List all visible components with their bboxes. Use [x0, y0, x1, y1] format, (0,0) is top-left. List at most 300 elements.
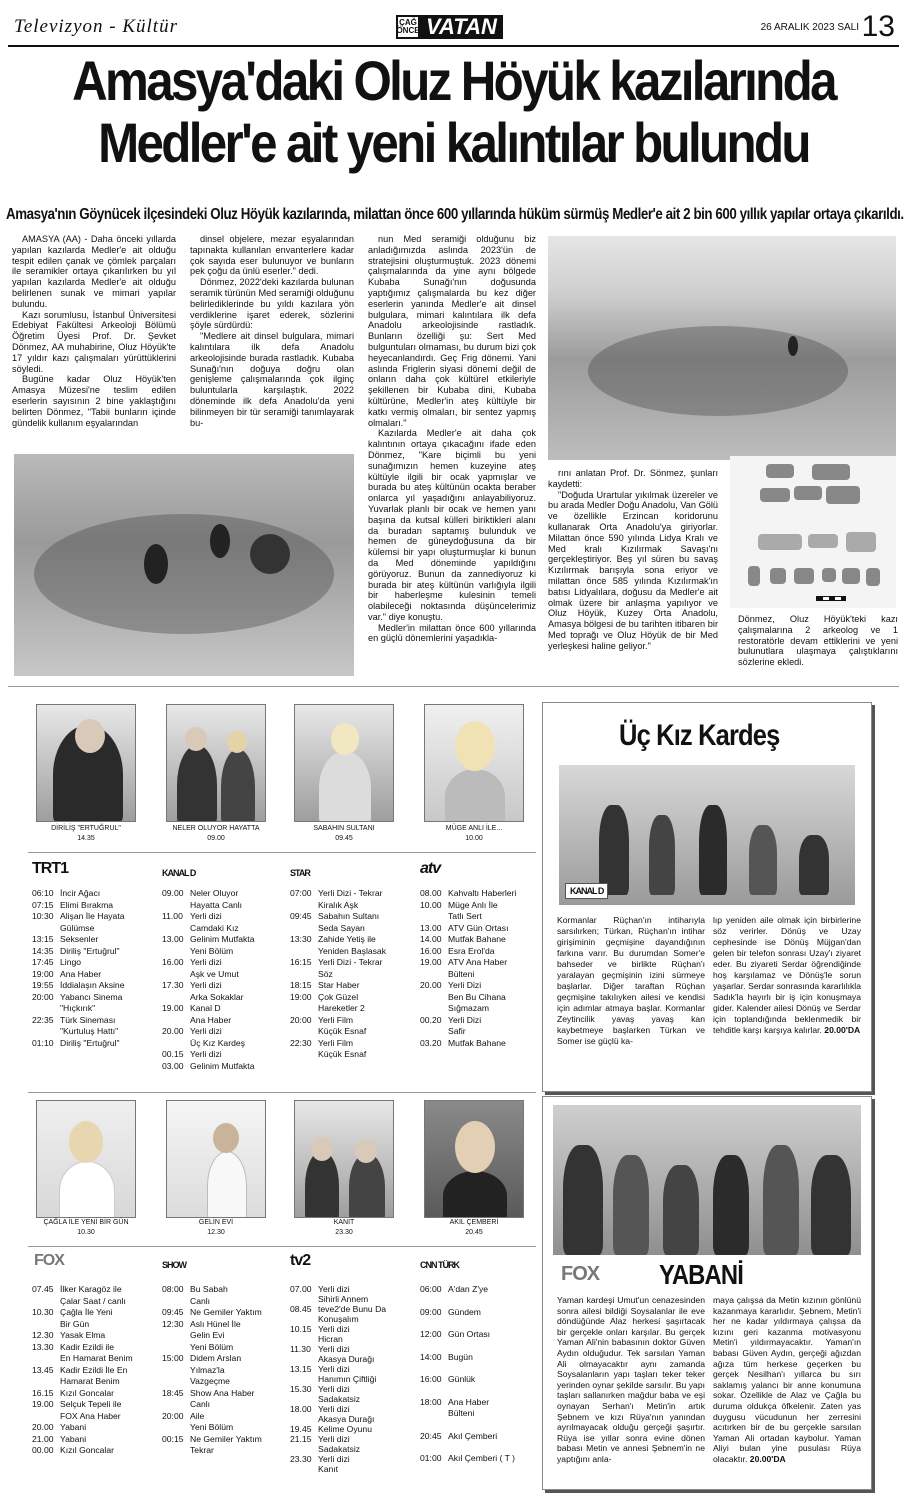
- schedule-row: [420, 1408, 536, 1420]
- schedule-row: [32, 992, 156, 1004]
- schedule-row: [162, 1061, 286, 1073]
- schedule-time: [162, 992, 190, 1004]
- schedule-row: [420, 1374, 536, 1386]
- schedule-time: [32, 1319, 60, 1331]
- schedule-program: [448, 1420, 536, 1431]
- feature-scene-photo: [553, 1105, 861, 1255]
- schedule-time: [420, 1296, 448, 1307]
- schedule-program: Sığmazam: [448, 1003, 490, 1013]
- schedule-program: Gelinim Mutfakta: [190, 934, 255, 944]
- schedule-program: Yerli dizi: [318, 1404, 350, 1414]
- schedule-row: [162, 1342, 286, 1354]
- show-thumbnail-muge-anli[interactable]: [424, 704, 524, 822]
- schedule-row: [162, 957, 286, 969]
- schedule-time: [32, 1026, 60, 1038]
- schedule-time: 19.00: [32, 1399, 54, 1409]
- schedule-row: [32, 888, 156, 900]
- schedule-time: [162, 1376, 190, 1388]
- schedule-program: Gelin Evi: [190, 1330, 225, 1340]
- schedule-program: Yerli Dizi - Tekrar: [318, 957, 383, 967]
- kanald-logo-icon: KANAL D: [162, 868, 196, 878]
- show-caption: AKIL ÇEMBERİ: [449, 1219, 499, 1226]
- schedule-row: [32, 923, 156, 935]
- schedule-program: Sadakatsiz: [318, 1444, 361, 1454]
- schedule-program: Yeni Bölüm: [190, 1341, 234, 1352]
- schedule-time: 07:15: [32, 899, 54, 910]
- show-time: 09.45: [335, 835, 353, 842]
- schedule-row: [32, 1319, 156, 1331]
- show-time: 10.30: [77, 1229, 95, 1236]
- schedule-time: 10:30: [32, 911, 54, 921]
- schedule-time: 07.00: [290, 1284, 312, 1294]
- schedule-row: [32, 1376, 156, 1388]
- schedule-program: ATV Gün Ortası: [448, 922, 509, 933]
- schedule-time: [32, 1296, 60, 1308]
- schedule-row: [290, 911, 414, 923]
- schedule-program: Kadir Ezildi İle En: [60, 1364, 128, 1375]
- schedule-row: [32, 1411, 156, 1423]
- article-column-2: [190, 234, 354, 446]
- schedule-program: [448, 1386, 536, 1397]
- schedule-row: [420, 992, 536, 1004]
- article-paragraph: nun Med seramiği olduğunu biz anladığımızda aslında 2023'ün de stratejisini oluşturmuştuk. 2023 dönemi çalışmalarında da yine aynı bölgede Kubaba Sunağı'nın doğusunda yaptığımız çalışmalarda bu kez diğer eserlerin yanında Medler'e ait dinsel bulgulara, mimari kalıntılara ilk defa Anadolu arkeolojisinde rastladık. Bunların özelliği şu: Sert Med bulguntuları olmaması, bu durum bizi çok heyecanlandırdı. Geç Frig dönemi. Yani aslında Friglerin siyasi dönemi değil de onların daha çok kültürel etkileriyle şekillenen bir Kubaba dini, Kubaba kültürüne, Medler'in ateş kültüyle bir katkı vermiş olmaları, bir sentez yapmış olmaları.": [368, 234, 536, 428]
- schedule-program: Alişan İle Hayata: [60, 911, 125, 921]
- schedule-star: [290, 888, 414, 1061]
- trt1-logo-icon: TRT1: [32, 860, 68, 877]
- schedule-time: 00.00: [32, 1445, 54, 1455]
- schedule-program: Sabahın Sultanı: [318, 911, 380, 921]
- schedule-time: 16:00: [420, 1374, 442, 1384]
- schedule-row: [420, 957, 536, 969]
- schedule-program: Akıl Çemberi: [448, 1430, 498, 1441]
- schedule-row: [32, 1445, 156, 1457]
- schedule-row: [162, 1445, 286, 1457]
- schedule-row: [290, 1334, 414, 1344]
- teve2-logo-icon: tv2: [290, 1252, 311, 1269]
- schedule-time: [162, 1342, 190, 1354]
- schedule-program: Hamarat Benim: [60, 1376, 120, 1386]
- schedule-program: Yerli dizi: [190, 980, 222, 990]
- schedule-program: Yasak Elma: [60, 1330, 106, 1340]
- schedule-program: En Hamarat Benim: [60, 1353, 133, 1363]
- schedule-program: Mutfak Bahane: [448, 934, 506, 944]
- schedule-row: [290, 888, 414, 900]
- schedule-time: [290, 1049, 318, 1061]
- schedule-time: [290, 1314, 318, 1324]
- schedule-row: [32, 934, 156, 946]
- schedule-time: 10.15: [290, 1324, 312, 1334]
- show-thumbnail-sabahin-sultani[interactable]: [294, 704, 394, 822]
- schedule-row: [162, 1411, 286, 1423]
- schedule-program: Müge Anlı İle: [448, 899, 498, 910]
- schedule-row: [32, 1003, 156, 1015]
- schedule-row: [32, 980, 156, 992]
- schedule-row: [420, 1015, 536, 1027]
- schedule-time: 21.15: [290, 1434, 312, 1444]
- schedule-row: [290, 1454, 414, 1464]
- show-thumbnail-neler-oluyor[interactable]: [166, 704, 266, 822]
- tv-guide: [28, 690, 536, 1490]
- schedule-time: 12.30: [32, 1330, 54, 1340]
- schedule-time: [290, 1394, 318, 1404]
- show-thumbnail-gelin-evi[interactable]: [166, 1100, 266, 1218]
- schedule-program: Aslı Hünel İle: [190, 1318, 241, 1329]
- schedule-teve2: [290, 1284, 414, 1474]
- article-paragraph: AMASYA (AA) - Daha önceki yıllarda yapılan kazılarda Medler'e ait olduğu tespit edilen çanak ve çömlek parçaları ile seramikler ortaya çıkarılırken bu yıl yapılan kazılarda Medler'e ait olduğu belirlenen sunak ve mimari yapılar bulundu.: [12, 234, 176, 309]
- article-paragraph: Medler'in milattan önce 600 yıllarında en güçlü dönemlerini yaşadıkla-: [368, 622, 536, 644]
- schedule-row: [290, 1015, 414, 1027]
- show-caption: DİRİLİŞ "ERTUĞRUL": [51, 825, 121, 832]
- schedule-time: 10.00: [420, 899, 442, 910]
- schedule-program: Ana Haber: [190, 1014, 232, 1025]
- schedule-time: 20:00: [32, 991, 54, 1002]
- schedule-row: [290, 946, 414, 958]
- schedule-row: [32, 1296, 156, 1308]
- show-caption: ÇAĞLA İLE YENİ BİR GÜN: [43, 1219, 129, 1226]
- schedule-time: 09:45: [162, 1307, 184, 1317]
- schedule-row: [420, 1397, 536, 1409]
- excavation-workers-photo: [14, 454, 354, 676]
- schedule-row: [420, 1296, 536, 1307]
- schedule-time: [290, 969, 318, 981]
- schedule-time: 07.45: [32, 1284, 54, 1294]
- schedule-row: [162, 888, 286, 900]
- schedule-time: 09:00: [420, 1306, 442, 1317]
- schedule-row: [32, 1422, 156, 1434]
- schedule-program: Akasya Durağı: [318, 1354, 375, 1364]
- schedule-row: [162, 1284, 286, 1296]
- show-thumbnail-dirilis[interactable]: [36, 704, 136, 822]
- schedule-row: [290, 1424, 414, 1434]
- schedule-time: 10.30: [32, 1307, 54, 1317]
- schedule-row: [162, 980, 286, 992]
- schedule-time: 13:15: [32, 934, 54, 944]
- schedule-program: [448, 1363, 536, 1374]
- schedule-program: Kızıl Goncalar: [60, 1387, 114, 1398]
- schedule-time: 19.45: [290, 1424, 312, 1434]
- schedule-time: [290, 1444, 318, 1454]
- schedule-program: Küçük Esnaf: [318, 1026, 367, 1036]
- feature-title: Üç Kız Kardeş: [619, 719, 780, 752]
- schedule-time: 18.00: [290, 1404, 312, 1414]
- schedule-time: 14.00: [420, 934, 442, 944]
- schedule-program: Tatlı Sert: [448, 911, 482, 921]
- feature-text-left: Kormanlar Rüçhan'ın intiharıyla sarsılırken; Türkan, Rüçhan'ın intihar girişiminin geçmişine dayandığının farkına varır. Bu durumdan Somer'e bahseder ve birlikte Rüçhan'ı yaralayan geçmişinin izini sürmeye başlarlar. Diğer taraftan Rüçhan geçmişine takılıyken ailesi ve kendisi için adımlar atmaya başlar. Kormanlar Zeytincilik yavaş yavaş kan kaybetmeye başlarken Türkan ve Somer ise güçlü ka-: [557, 915, 705, 1046]
- show-thumbnail-akil-cemberi[interactable]: [424, 1100, 524, 1218]
- schedule-time: [420, 1442, 448, 1453]
- schedule-program: Lingo: [60, 957, 82, 967]
- fox-logo-icon: FOX: [34, 1252, 64, 1269]
- schedule-time: [420, 1363, 448, 1374]
- schedule-program: Gün Ortası: [448, 1329, 491, 1339]
- schedule-row: [162, 1003, 286, 1015]
- schedule-row: [290, 1374, 414, 1384]
- logo-mark-icon: ÇAĞ ÖNCE: [396, 15, 420, 39]
- schedule-time: 03.20: [420, 1037, 442, 1048]
- schedule-program: Diriliş "Ertuğrul": [60, 945, 120, 956]
- schedule-time: 15:00: [162, 1353, 184, 1363]
- schedule-row: [162, 992, 286, 1004]
- schedule-program: Yerli Dizi: [448, 1014, 482, 1025]
- schedule-time: [420, 1341, 448, 1352]
- schedule-program: Çağla İle Yeni: [60, 1307, 113, 1317]
- schedule-row: [162, 1319, 286, 1331]
- headline-line-2: Medler'e ait yeni kalıntılar bulundu: [98, 111, 809, 174]
- schedule-time: [290, 1294, 318, 1304]
- schedule-program: Akıl Çemberi ( T ): [448, 1453, 516, 1463]
- schedule-row: [32, 1353, 156, 1365]
- schedule-fox: [32, 1284, 156, 1457]
- newspaper-logo[interactable]: [396, 14, 526, 40]
- schedule-time: 13.00: [162, 934, 184, 944]
- schedule-program: Çok Güzel: [318, 991, 359, 1002]
- logo-wordmark: VATAN: [420, 15, 503, 39]
- schedule-row: [420, 1038, 536, 1050]
- schedule-row: [290, 957, 414, 969]
- schedule-program: [448, 1296, 536, 1307]
- subheadline: Amasya'nın Göynücek ilçesindeki Oluz Höyük kazılarında, milattan önce 600 yıllarında hüküm sürmüş Medler'e ait 2 bin 600 yıllık yapılar ortaya çıkarıldı.: [6, 206, 904, 223]
- schedule-program: Bugün: [448, 1351, 473, 1362]
- schedule-time: [162, 1038, 190, 1050]
- schedule-program: Ne Gemiler Yaktım: [190, 1307, 262, 1317]
- article-paragraph: "Medlere ait dinsel bulgulara, mimari kalıntılara ilk defa Anadolu arkeolojisinde burada rastladık. Kubaba Sunağı'nın doğuya doğru olan genişleme çalışmalarında çok ilginç buluntularla karşılaştık. 2022 döneminde ilk defa Anadolu'da yeni bilinmeyen bir tür seramiği tanımlayarak bu-: [190, 331, 354, 428]
- worker-figure: [788, 336, 798, 356]
- schedule-row: [162, 946, 286, 958]
- schedule-time: 19.00: [162, 1003, 184, 1013]
- schedule-time: 13.30: [32, 1341, 54, 1352]
- feature-text-left: Yaman kardeşi Umut'un cenazesinden sonra ailesi bildiği Soysalanlar ile eve döndüğünde Alaz herkesi şaşırtacak bir gerçekle onları karşılar. Bu gerçek Yaman Ali'nin babasının doktor Güven Aydın olduğudur. Tek sarsılan Yaman Ali olmayacaktır aynı zamanda Soysalanların yapı taşları teker teker yerinden oynar şekilde sarsılır. Bu yapı taşları sallanırken mağdur baba ve eşi oynayan Serhan'ı Metin'in artık Şebnem ve kızı Rüya'nın yanından ayrılmayacak olduğu gerçeği şaşırtır. Rüya ise yıllar sonra evine dönen babası Metin ve annesi Şebnem'in ne yaptığını anla-: [557, 1295, 705, 1464]
- schedule-row: [290, 992, 414, 1004]
- schedule-time: 09:45: [290, 911, 312, 921]
- schedule-row: [162, 1038, 286, 1050]
- schedule-row: [420, 1341, 536, 1352]
- schedule-row: [420, 946, 536, 958]
- show-thumbnail-cagla[interactable]: [36, 1100, 136, 1218]
- schedule-row: [420, 900, 536, 912]
- show-caption: KANIT: [333, 1219, 355, 1226]
- schedule-row: [162, 1015, 286, 1027]
- schedule-row: [32, 1307, 156, 1319]
- schedule-row: [162, 911, 286, 923]
- show-time: 23.30: [335, 1229, 353, 1236]
- schedule-program: Yerli dizi: [190, 1026, 222, 1036]
- schedule-row: [32, 1434, 156, 1446]
- schedule-program: Kızıl Goncalar: [60, 1445, 114, 1455]
- schedule-row: [290, 969, 414, 981]
- schedule-program: Konuşalım: [318, 1314, 359, 1324]
- show-thumbnail-kanit[interactable]: [294, 1100, 394, 1218]
- schedule-row: [290, 1294, 414, 1304]
- schedule-program: Yerli dizi: [318, 1324, 350, 1334]
- feature-title: YABANİ: [659, 1259, 743, 1290]
- schedule-program: Bülteni: [448, 968, 475, 979]
- schedule-program: Söz: [318, 968, 333, 979]
- schedule-time: 21.00: [32, 1433, 54, 1444]
- scale-bar: [816, 596, 846, 601]
- schedule-time: 09.00: [162, 888, 184, 898]
- schedule-time: [162, 1422, 190, 1434]
- schedule-program: Vazgeçme: [190, 1376, 230, 1386]
- schedule-row: [420, 888, 536, 900]
- schedule-time: 01:10: [32, 1037, 54, 1048]
- schedule-row: [290, 980, 414, 992]
- schedule-program: Neler Oluyor: [190, 888, 239, 898]
- schedule-row: [420, 911, 536, 923]
- schedule-row: [32, 900, 156, 912]
- show-caption: NELER OLUYOR HAYATTA: [172, 825, 260, 832]
- schedule-row: [162, 969, 286, 981]
- schedule-cnn-turk: [420, 1284, 536, 1465]
- schedule-time: 17:45: [32, 957, 54, 967]
- schedule-row: [290, 1026, 414, 1038]
- schedule-time: 14:00: [420, 1351, 442, 1362]
- schedule-row: [32, 1015, 156, 1027]
- schedule-program: A'dan Z'ye: [448, 1284, 489, 1294]
- schedule-time: [290, 1354, 318, 1364]
- schedule-time: 00.20: [420, 1014, 442, 1025]
- article-column-3: [368, 234, 536, 680]
- schedule-row: [162, 1399, 286, 1411]
- schedule-time: [162, 969, 190, 981]
- schedule-program: İlker Karagöz ile: [60, 1284, 122, 1294]
- masthead-rule: [8, 45, 899, 47]
- schedule-program: Zahide Yetiş ile: [318, 934, 376, 944]
- article-paragraph: rını anlatan Prof. Dr. Sönmez, şunları kaydetti:: [548, 468, 718, 489]
- schedule-row: [290, 1049, 414, 1061]
- schedule-show: [162, 1284, 286, 1457]
- schedule-time: [162, 1296, 190, 1308]
- schedule-program: Show Ana Haber: [190, 1387, 255, 1398]
- schedule-time: 16.00: [162, 957, 184, 967]
- schedule-program: Sihirli Annem: [318, 1294, 369, 1304]
- schedule-row: [420, 1284, 536, 1296]
- schedule-program: Gündem: [448, 1306, 481, 1317]
- schedule-time: 18:45: [162, 1387, 184, 1398]
- schedule-row: [32, 1330, 156, 1342]
- schedule-time: [420, 1026, 448, 1038]
- schedule-program: Yeni Bölüm: [190, 1422, 234, 1432]
- schedule-row: [420, 1329, 536, 1341]
- schedule-program: Yabancı Sinema: [60, 991, 123, 1002]
- schedule-time: [162, 1015, 190, 1027]
- article-paragraph: "Doğuda Urartular yıkılmak üzereler ve bu arada Medler Doğu Anadolu, Van Gölü ve özellikle Erzincan koridorunu kullanarak Orta Anadolu'ya giriyorlar. Milattan önce 590 yılında Lidya Kralı ve Med kralı Kızılırmak Savaşı'nı gerçekleştiriyor. Beş yıl süren bu savaş Kızılırmak barışıyla sona eriyor ve milattan önce 585 yılında Kızılırmak'ın batısı Lidyalılara, doğusu da Medler'e ait olmak üzere bir anlaşma yapılıyor ve Oluz Höyük, Kuzey Orta Anadolu, Amasya bölgesi de bu tarihten itibaren bir Med toprağı ve Oluz Höyük de bir Med yerleşkesi haline geliyor.": [548, 489, 718, 651]
- schedule-time: 13:30: [290, 934, 312, 944]
- schedule-time: 03.00: [162, 1060, 184, 1071]
- schedule-time: [162, 1365, 190, 1377]
- schedule-program: Yerli dizi: [318, 1364, 350, 1374]
- schedule-time: [32, 923, 60, 935]
- schedule-program: [448, 1442, 536, 1453]
- schedule-program: Arka Sokaklar: [190, 991, 244, 1002]
- schedule-time: [290, 900, 318, 912]
- schedule-time: 11.00: [162, 911, 183, 921]
- schedule-time: [420, 969, 448, 981]
- schedule-row: [32, 957, 156, 969]
- schedule-row: [162, 1296, 286, 1308]
- schedule-program: İncir Ağacı: [60, 888, 101, 898]
- schedule-row: [162, 1365, 286, 1377]
- schedule-program: Hayatta Canlı: [190, 899, 243, 910]
- schedule-program: Yerli dizi: [318, 1344, 350, 1354]
- schedule-row: [32, 969, 156, 981]
- schedule-program: "Hıçkırık": [60, 1003, 96, 1013]
- schedule-program: Kanal D: [190, 1003, 221, 1013]
- feature-text-right: maya çalışsa da Metin kızının gönlünü kazanmaya kararlıdır. Şebnem, Metin'i her ne kadar yıldırmaya çalışsa da kızını geri kazanma motivasyonu Metin'i yıldırmayacaktır. Yaman'ın babası Güven Aydın, gerçeği ağızdan ağıza tüm herkese geçerken bu gerçek Nesilhan'ı yıllarca bu sırı saklamış yalancı bir anne konumuna sokar. Özellikle de Alaz ve Çağla bu duruma oldukça öfkelenir. Zaten yas duygusu vücudunun her zerresini acıtırken bir de bu gerçekle sarsılan Yaman Ali ortadan kaybolur. Yaman Aliyi bulan yine pusulası Rüya olacaktır. 20.00'DA: [713, 1295, 861, 1464]
- schedule-time: [420, 911, 448, 923]
- schedule-program: Yerli dizi: [318, 1284, 350, 1294]
- schedule-time: 06:10: [32, 888, 54, 898]
- schedule-row: [420, 934, 536, 946]
- schedule-program: Tekrar: [190, 1445, 214, 1455]
- schedule-time: 13.00: [420, 922, 442, 933]
- schedule-time: 19:00: [290, 991, 312, 1002]
- schedule-program: Yerli dizi: [190, 957, 222, 967]
- schedule-program: FOX Ana Haber: [60, 1410, 121, 1421]
- article-column-4: [548, 468, 718, 680]
- schedule-row: [420, 1453, 536, 1465]
- schedule-time: 00:15: [162, 1433, 184, 1444]
- schedule-row: [32, 946, 156, 958]
- schedule-row: [290, 1314, 414, 1324]
- schedule-time: 16.00: [420, 945, 442, 956]
- schedule-time: 19:55: [32, 980, 54, 990]
- schedule-row: [162, 900, 286, 912]
- schedule-time: [32, 1003, 60, 1015]
- excavation-site-aerial-photo: [548, 236, 896, 460]
- schedule-program: Üç Kız Kardeş: [190, 1037, 245, 1048]
- schedule-row: [420, 969, 536, 981]
- schedule-program: Yılmaz'la: [190, 1364, 225, 1375]
- kanald-logo-icon: KANAL D: [565, 883, 608, 899]
- schedule-row: [162, 1422, 286, 1434]
- schedule-row: [32, 1365, 156, 1377]
- schedule-time: 14:35: [32, 945, 54, 956]
- schedule-program: Aile: [190, 1410, 205, 1421]
- schedule-time: 23.30: [290, 1454, 312, 1464]
- schedule-row: [290, 1394, 414, 1404]
- schedule-program: Yerli dizi: [190, 1049, 222, 1059]
- schedule-program: Ne Gemiler Yaktım: [190, 1433, 262, 1444]
- schedule-program: Yeni Bölüm: [190, 945, 234, 956]
- schedule-row: [32, 1284, 156, 1296]
- schedule-program: Yerli Film: [318, 1014, 354, 1025]
- headline: [61, 50, 845, 174]
- schedule-program: Kahvaltı Haberleri: [448, 888, 517, 898]
- schedule-time: [32, 1411, 60, 1423]
- issue-date: 26 ARALIK 2023 SALI: [760, 22, 859, 33]
- show-time: 20.45: [465, 1229, 483, 1236]
- schedule-row: [32, 1399, 156, 1411]
- schedule-program: Star Haber: [318, 980, 360, 990]
- show-caption: GELİN EVİ: [198, 1219, 234, 1226]
- schedule-row: [32, 1342, 156, 1354]
- schedule-time: 18:15: [290, 980, 312, 990]
- schedule-program: Yabani: [60, 1422, 87, 1432]
- schedule-program: Yerli dizi: [318, 1454, 350, 1464]
- schedule-time: [162, 946, 190, 958]
- schedule-row: [162, 1307, 286, 1319]
- article-paragraph: Bugüne kadar Oluz Höyük'ten Amasya Müzesi'ne teslim edilen eserlerin sayısının 2 bine yaklaştığını belirten Dönmez, "Tabii bunların içinde gündelik kullanım eşyalarından: [12, 374, 176, 428]
- schedule-program: Yerli dizi: [318, 1384, 350, 1394]
- schedule-row: [162, 1049, 286, 1061]
- schedule-row: [420, 1420, 536, 1431]
- schedule-row: [290, 1003, 414, 1015]
- schedule-program: Esra Erol'da: [448, 945, 495, 956]
- schedule-program: Camdaki Kız: [190, 922, 239, 933]
- schedule-row: [162, 1388, 286, 1400]
- star-logo-icon: STAR: [290, 868, 310, 878]
- schedule-row: [162, 934, 286, 946]
